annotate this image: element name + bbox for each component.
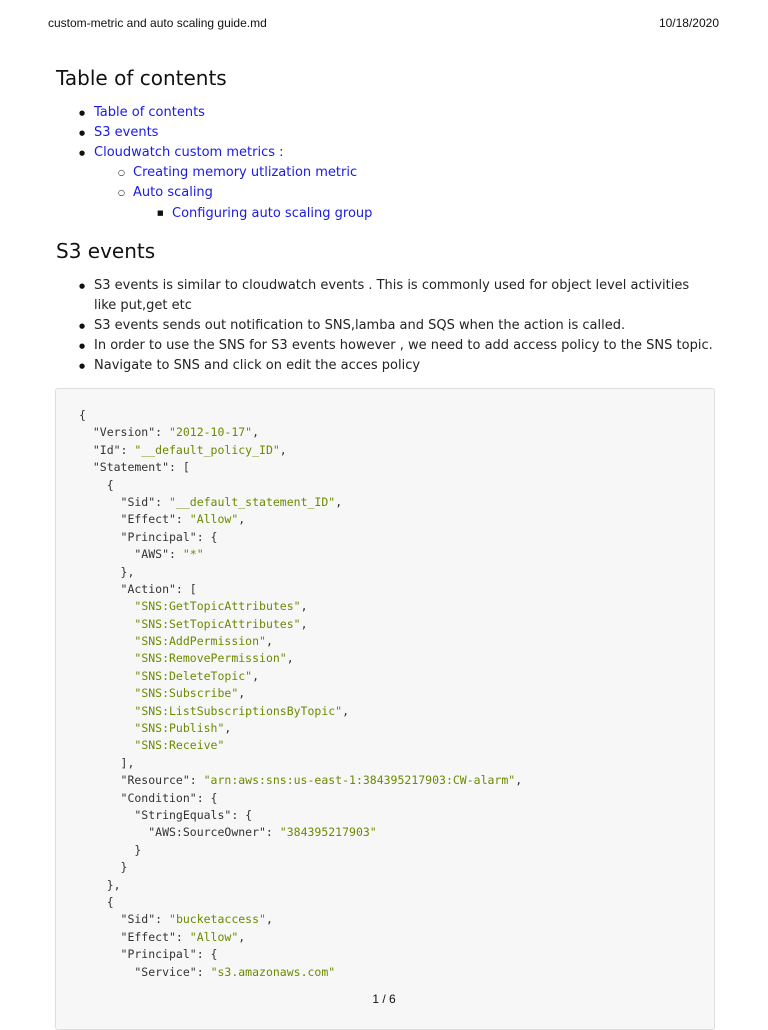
code-string: "SNS:Subscribe" [134,686,239,701]
code-line [79,720,714,737]
code-token: , [265,634,273,649]
code-token: , [265,912,273,927]
code-token: "Resource": [79,773,204,788]
code-line [79,737,714,754]
code-line [79,459,714,476]
code-token: "Sid": [79,912,170,927]
code-string: "SNS:GetTopicAttributes" [134,599,301,614]
code-token: , [286,651,294,666]
code-line [79,633,714,650]
code-line [79,911,714,928]
code-line [79,407,714,424]
code-string: "SNS:AddPermission" [134,634,266,649]
access-policy-code-block [55,388,715,1030]
bullet-item: ● Navigate to SNS and click on edit the acces policy [94,356,714,376]
toc-list [94,103,372,224]
code-line [79,616,714,633]
toc-item [94,103,372,123]
code-string: "384395217903" [279,825,377,840]
code-token: }, [79,564,135,579]
code-string: "SNS:DeleteTopic" [134,668,253,683]
code-content [56,389,714,981]
code-line [79,581,714,598]
code-token: "Service": [79,964,211,979]
code-token: , [342,703,350,718]
code-token: "Action": [ [79,581,197,596]
code-string: "SNS:ListSubscriptionsByTopic" [134,703,343,718]
code-token: "AWS": [79,547,183,562]
code-line [79,529,714,546]
code-token: "Id": [79,442,135,457]
code-token: , [335,494,343,509]
s3-events-heading: S3 events [56,239,156,263]
bullet-item: ● In order to use the SNS for S3 events however , we need to add access policy to the SNS topic. [94,336,714,356]
code-token [79,738,134,752]
document-date: 10/18/2020 [658,16,719,30]
toc-item [94,123,372,143]
code-token: "Sid": [79,494,170,509]
code-token [79,651,134,665]
bullet-item: ● S3 events sends out notification to SNS,lamba and SQS when the action is called. [94,316,714,336]
code-string: "*" [182,547,204,562]
code-token: "Effect": [79,929,190,944]
page-number: 1 / 6 [372,992,396,1006]
code-token: } [79,842,142,857]
code-token: "Condition": { [79,790,218,805]
toc-link[interactable]: S3 events [94,125,159,140]
code-line [79,807,714,824]
code-line [79,598,714,615]
code-token [79,704,134,718]
toc-link[interactable]: Creating memory utlization metric [133,165,358,180]
code-token [79,634,134,648]
code-line [79,546,714,563]
code-token: "Principal": { [79,529,218,544]
toc-link[interactable]: Configuring auto scaling group [172,206,373,221]
code-token: , [252,668,260,683]
document-filename: custom-metric and auto scaling guide.md [48,16,267,30]
toc-link[interactable]: Cloudwatch custom metrics : [94,145,284,160]
code-token: ], [79,755,135,770]
code-string: "bucketaccess" [169,912,266,927]
code-token: , [279,442,287,457]
code-token: "Effect": [79,512,190,527]
code-string: "SNS:SetTopicAttributes" [134,616,301,631]
code-token: , [300,599,308,614]
code-token: , [300,616,308,631]
code-line [79,424,714,441]
toc-link[interactable]: Auto scaling [133,185,213,200]
code-token: "Principal": { [79,947,218,962]
toc-item [172,203,372,224]
code-string: "SNS:Receive" [134,738,225,753]
code-token: , [238,686,246,701]
code-string: "__default_policy_ID" [134,442,280,457]
toc-link[interactable]: Table of contents [94,105,205,120]
code-string: "arn:aws:sns:us-east-1:384395217903:CW-alarm" [203,773,516,788]
code-line [79,650,714,667]
code-line [79,494,714,511]
code-string: "SNS:Publish" [134,721,225,736]
code-line [79,877,714,894]
code-token: { [79,477,114,492]
code-line [79,477,714,494]
code-line [79,842,714,859]
code-line [79,772,714,789]
code-line [79,685,714,702]
code-line [79,564,714,581]
code-token: { [79,408,86,422]
code-token: , [224,721,232,736]
code-token: } [79,860,128,875]
code-line [79,859,714,876]
code-token [79,599,134,613]
code-line [79,755,714,772]
code-token: , [238,512,246,527]
code-line [79,668,714,685]
code-line [79,703,714,720]
code-token: }, [79,877,121,892]
code-string: "SNS:RemovePermission" [134,651,287,666]
bullet-item: ● S3 events is similar to cloudwatch events . This is commonly used for object level activities like put,get etc [94,276,714,316]
code-line [79,964,714,981]
code-token [79,686,134,700]
code-string: "__default_statement_ID" [169,494,336,509]
code-token [79,669,134,683]
code-line [79,790,714,807]
code-token: , [238,929,246,944]
code-line [79,894,714,911]
code-token: "StringEquals": { [79,807,253,822]
code-line [79,946,714,963]
code-line [79,511,714,528]
code-token: { [79,894,114,909]
code-string: "Allow" [189,512,239,527]
s3-events-bullets [94,276,714,376]
code-token: , [252,425,260,440]
toc-item [133,183,372,203]
toc-item [94,143,372,163]
code-token [79,721,134,735]
toc-heading: Table of contents [56,66,227,90]
code-token [79,617,134,631]
code-token: , [515,773,523,788]
code-string: "Allow" [189,929,239,944]
code-line [79,929,714,946]
code-token: "Statement": [ [79,460,190,475]
code-line [79,824,714,841]
code-token: "Version": [79,425,170,440]
code-token: "AWS:SourceOwner": [79,825,280,840]
code-string: "s3.amazonaws.com" [210,964,336,979]
toc-item [133,163,372,183]
code-string: "2012-10-17" [169,425,253,440]
code-line [79,442,714,459]
